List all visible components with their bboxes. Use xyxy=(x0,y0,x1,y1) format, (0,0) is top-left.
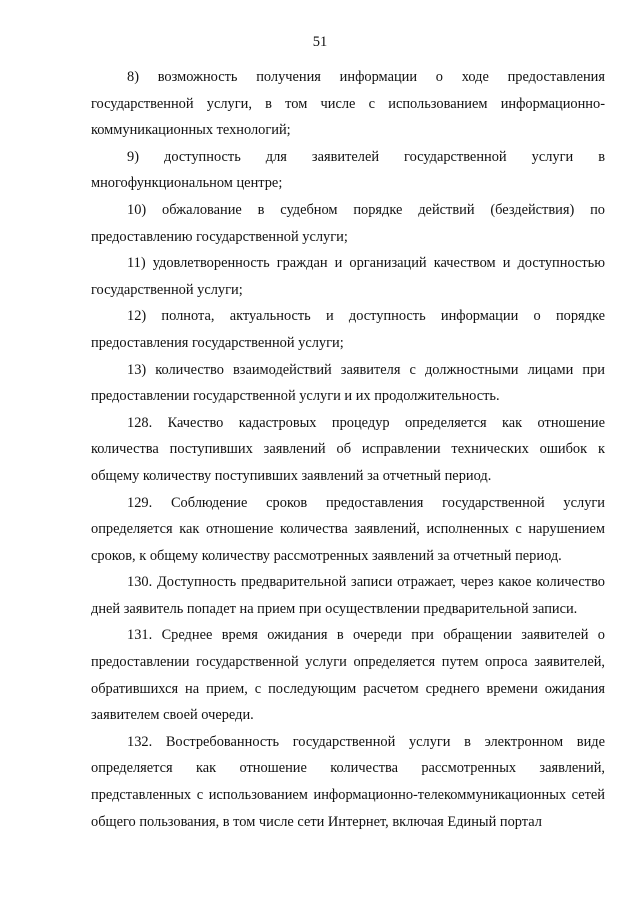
paragraph-item-9: 9) доступность для заявителей государственной услуги в многофункциональном центре; xyxy=(91,148,605,192)
page-number: 51 xyxy=(312,34,328,50)
paragraph-130: 130. Доступность предварительной записи отражает, через какое количество дней заявитель попадет на прием при осуществлении предварительной записи. xyxy=(91,574,605,617)
paragraph-item-12: 12) полнота, актуальность и доступность информации о порядке предоставления государственной услуги; xyxy=(91,308,605,351)
document-body xyxy=(91,64,605,835)
paragraph-item-8: 8) возможность получения информации о ходе предоставления государственной услуги, в том числе с использованием информационно-коммуникационных технологий; xyxy=(91,69,605,139)
paragraph-item-13: 13) количество взаимодействий заявителя с должностными лицами при предоставлении государственной услуги и их продолжительность. xyxy=(91,361,605,405)
paragraph-131: 131. Среднее время ожидания в очереди при обращении заявителей о предоставлении государственной услуги определяется путем опроса заявителей, обратившихся на прием, с последующим расчетом среднего времени ожидания заявителем своей очереди. xyxy=(91,627,605,724)
paragraph-item-11: 11) удовлетворенность граждан и организаций качеством и доступностью государственной услуги; xyxy=(91,255,605,298)
paragraph-128: 128. Качество кадастровых процедур определяется как отношение количества поступивших заявлений об исправлении технических ошибок к общему количеству поступивших заявлений за отчетный период. xyxy=(91,414,605,484)
paragraph-129: 129. Соблюдение сроков предоставления государственной услуги определяется как отношение количества заявлений, исполненных с нарушением сроков, к общему количеству рассмотренных заявлений за отчетный период. xyxy=(91,494,605,564)
paragraph-132: 132. Востребованность государственной услуги в электронном виде определяется как отношение количества рассмотренных заявлений, представленных с использованием информационно-телекоммуникационных сетей общего пользования, в том числе сети Интернет, включая Единый портал xyxy=(91,733,605,830)
paragraph-item-10: 10) обжалование в судебном порядке действий (бездействия) по предоставлению государственной услуги; xyxy=(91,201,605,245)
